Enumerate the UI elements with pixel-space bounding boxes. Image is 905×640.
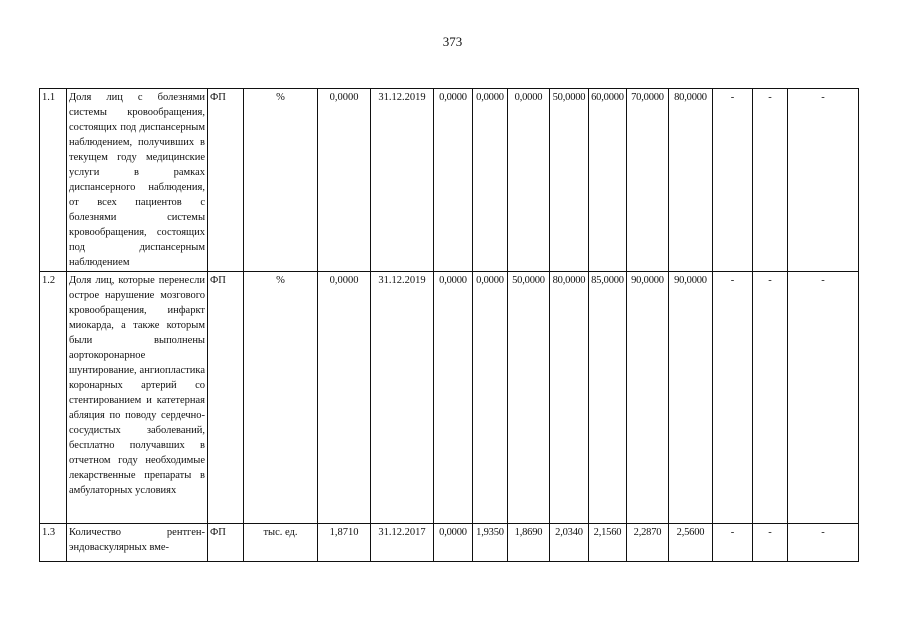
unit-of-measure: % xyxy=(244,272,318,524)
year-value: 90,0000 xyxy=(627,272,669,524)
table-row xyxy=(40,89,859,272)
base-date: 31.12.2019 xyxy=(371,89,434,272)
empty-cell: - xyxy=(788,272,859,524)
indicator-type: ФП xyxy=(208,272,244,524)
year-value: 85,0000 xyxy=(589,272,627,524)
empty-cell: - xyxy=(713,272,753,524)
row-number: 1.1 xyxy=(40,89,67,272)
year-value: 2,1560 xyxy=(589,524,627,562)
unit-of-measure: тыс. ед. xyxy=(244,524,318,562)
year-value: 1,8690 xyxy=(508,524,550,562)
indicator-name: Доля лиц с болезнями системы кровообращения, состоящих под диспансерным наблюдением, получивших в текущем году медицинские услуги в рамках диспансерного наблюдения, от всех пациентов с болезнями системы кровообращения, состоящих под диспансерным наблюдением xyxy=(67,89,208,272)
indicator-type: ФП xyxy=(208,89,244,272)
base-date: 31.12.2017 xyxy=(371,524,434,562)
row-number: 1.3 xyxy=(40,524,67,562)
empty-cell: - xyxy=(713,524,753,562)
year-value: 90,0000 xyxy=(669,272,713,524)
empty-cell: - xyxy=(713,89,753,272)
base-date: 31.12.2019 xyxy=(371,272,434,524)
unit-of-measure: % xyxy=(244,89,318,272)
year-value: 50,0000 xyxy=(508,272,550,524)
base-value: 0,0000 xyxy=(318,89,371,272)
year-value: 0,0000 xyxy=(434,272,473,524)
indicator-type: ФП xyxy=(208,524,244,562)
year-value: 70,0000 xyxy=(627,89,669,272)
empty-cell: - xyxy=(788,89,859,272)
year-value: 80,0000 xyxy=(669,89,713,272)
year-value: 2,0340 xyxy=(550,524,589,562)
empty-cell: - xyxy=(753,89,788,272)
year-value: 2,5600 xyxy=(669,524,713,562)
indicators-table xyxy=(39,88,859,562)
year-value: 0,0000 xyxy=(508,89,550,272)
page-number: 373 xyxy=(442,34,463,49)
base-value: 0,0000 xyxy=(318,272,371,524)
empty-cell: - xyxy=(753,272,788,524)
year-value: 0,0000 xyxy=(473,272,508,524)
year-value: 0,0000 xyxy=(434,89,473,272)
year-value: 0,0000 xyxy=(434,524,473,562)
empty-cell: - xyxy=(788,524,859,562)
year-value: 2,2870 xyxy=(627,524,669,562)
indicator-name: Количество рентген-эндоваскулярных вме- xyxy=(67,524,208,562)
year-value: 1,9350 xyxy=(473,524,508,562)
base-value: 1,8710 xyxy=(318,524,371,562)
year-value: 0,0000 xyxy=(473,89,508,272)
year-value: 60,0000 xyxy=(589,89,627,272)
row-number: 1.2 xyxy=(40,272,67,524)
indicator-name: Доля лиц, которые перенесли острое нарушение мозгового кровообращения, инфаркт миокарда, а также которым были выполнены аортокоронарное шунтирование, ангиопластика коронарных артерий со стентированием и катетерная абляция по поводу сердечно-сосудистых заболеваний, бесплатно получавших в отчетном году необходимые лекарственные препараты в амбулаторных условиях xyxy=(67,272,208,524)
table-row xyxy=(40,524,859,562)
year-value: 80,0000 xyxy=(550,272,589,524)
empty-cell: - xyxy=(753,524,788,562)
table-row xyxy=(40,272,859,524)
year-value: 50,0000 xyxy=(550,89,589,272)
